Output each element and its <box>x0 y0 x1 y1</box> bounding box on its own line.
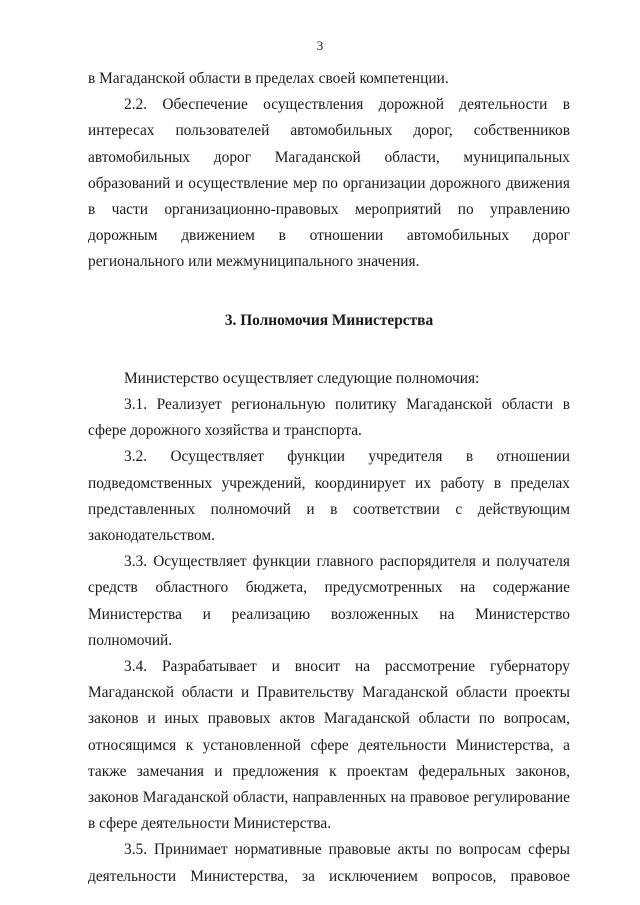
paragraph-2-2: 2.2. Обеспечение осуществления дорожной деятельности в интересах пользователей автомобильных дорог, собственников автомобильных дорог Магаданской области, муниципальных образований и осуществление мер по организации дорожного движения в части организационно-правовых мероприятий по управлению дорожным движением в отношении автомобильных дорог регионального или межмуниципального значения. <box>88 96 570 271</box>
paragraph-3-2: 3.2. Осуществляет функции учредителя в отношении подведомственных учреждений, координирует их работу в пределах представленных полномочий и в соответствии с действующим законодательством. <box>88 448 570 545</box>
paragraph-intro: Министерство осуществляет следующие полномочия: <box>124 369 480 387</box>
section-heading: 3. Полномочия Министерства <box>224 311 434 329</box>
document-body <box>88 66 570 890</box>
paragraph-3-1: 3.1. Реализует региональную политику Магаданской области в сфере дорожного хозяйства и транспорта. <box>88 396 570 440</box>
page-number: 3 <box>316 38 324 53</box>
paragraph-3-4: 3.4. Разрабатывает и вносит на рассмотрение губернатору Магаданской области и Правительству Магаданской области проекты законов и иных правовых актов Магаданской области по вопросам, относящимся к установленной сфере деятельности Министерства, а также замечания и предложения к проектам федеральных законов, законов Магаданской области, направленных на правовое регулирование в сфере деятельности Министерства. <box>88 658 570 833</box>
paragraph-3-5: 3.5. Принимает нормативные правовые акты по вопросам сферы деятельности Министерства, за исключением вопросов, правовое <box>88 841 570 885</box>
paragraph-continuation: в Магаданской области в пределах своей компетенции. <box>88 70 449 87</box>
paragraph-3-3: 3.3. Осуществляет функции главного распорядителя и получателя средств областного бюджета, предусмотренных на содержание Министерства и реализацию возложенных на Министерство полномочий. <box>88 553 570 649</box>
